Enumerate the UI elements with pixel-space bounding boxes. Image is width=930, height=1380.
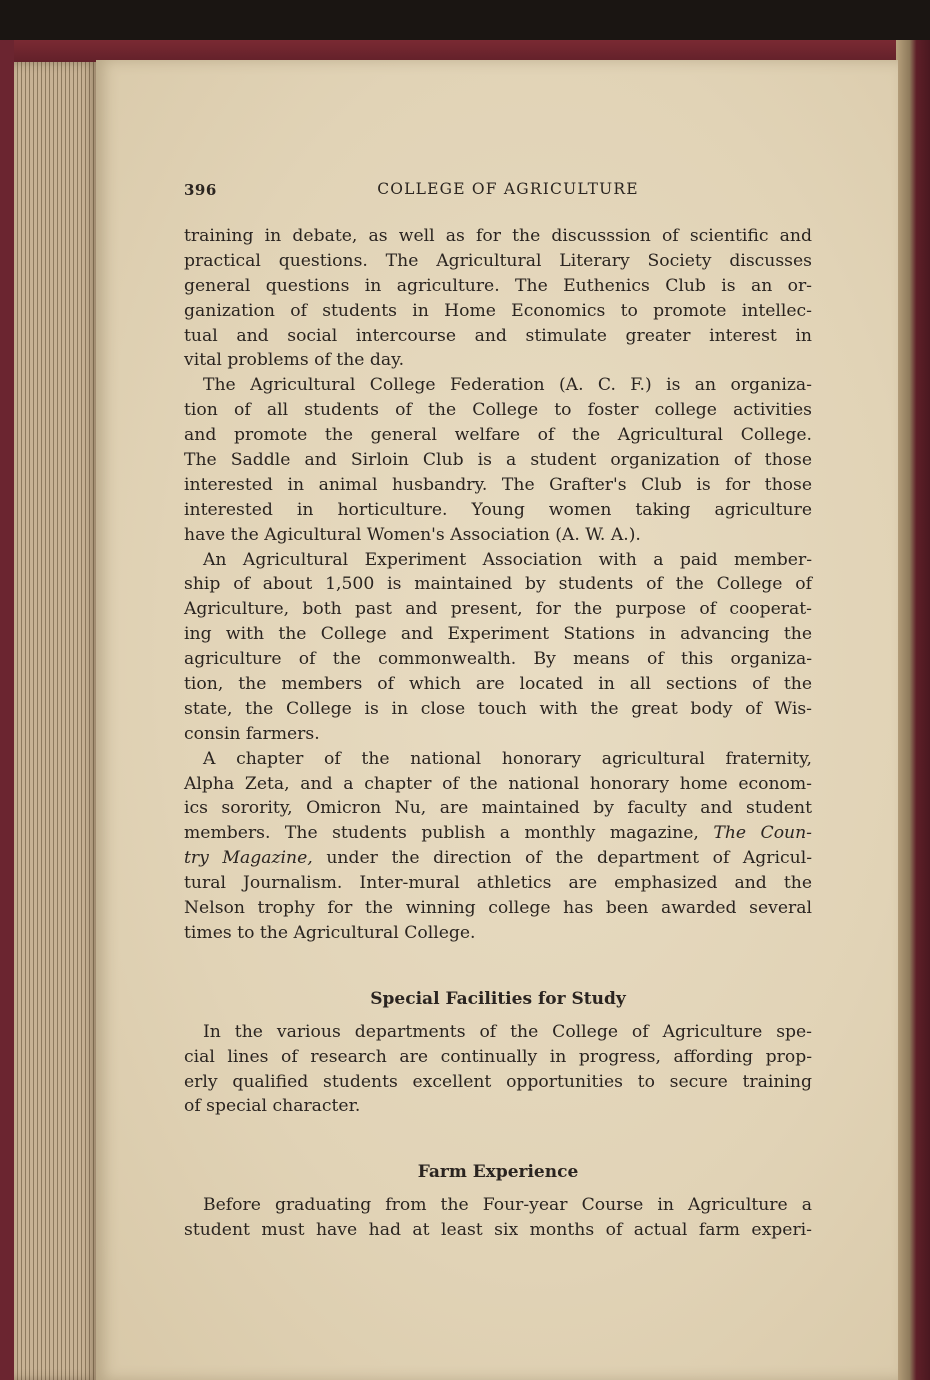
paragraph-student-societies	[184, 224, 812, 373]
text-line: cial lines of research are continually in progress, affording prop-	[184, 1046, 812, 1067]
text-line: ship of about 1,500 is maintained by students of the College of	[184, 574, 812, 595]
page-stack-edges	[14, 62, 98, 1380]
text-line: practical questions. The Agricultural Literary Society discusses	[184, 250, 812, 271]
section-farm-experience	[184, 1160, 812, 1243]
text-line	[184, 846, 812, 871]
magazine-title: The Coun-	[713, 823, 812, 844]
running-head: COLLEGE OF AGRICULTURE	[377, 180, 639, 198]
text-line: training in debate, as well as for the discusssion of scientific and	[184, 226, 812, 246]
text-line: interested in horticulture. Young women taking agriculture	[184, 499, 812, 520]
text-line: general questions in agriculture. The Euthenics Club is an or-	[184, 275, 812, 296]
text-line: In the various departments of the College of Agriculture spe-	[203, 1021, 812, 1042]
section-heading: Farm Experience	[417, 1162, 579, 1183]
text-line: tion, the members of which are located in all sections of the	[184, 674, 812, 695]
text-line: The Saddle and Sirloin Club is a student organization of those	[184, 450, 812, 471]
text-line: interested in animal husbandry. The Grafter's Club is for those	[184, 474, 812, 495]
heading-spacer	[184, 1185, 812, 1193]
text-line: state, the College is in close touch with the great body of Wis-	[184, 698, 812, 719]
text-line: ing with the College and Experiment Stations in advancing the	[184, 624, 812, 645]
text-line: A chapter of the national honorary agricultural fraternity,	[203, 748, 812, 769]
text-line: Nelson trophy for the winning college has been awarded several	[184, 898, 812, 919]
text-line: tual and social intercourse and stimulate greater interest in	[184, 325, 812, 346]
text-line: student must have had at least six months of actual farm experi-	[184, 1220, 812, 1241]
text-fragment: under the direction of the department of Agricul-	[326, 848, 813, 869]
book-cover-right-edge	[896, 40, 930, 1380]
section-special-facilities	[184, 987, 812, 1119]
text-fragment: members. The students publish a monthly magazine,	[184, 823, 699, 844]
text-line	[184, 821, 812, 846]
section-spacer	[184, 946, 812, 987]
text-line: consin farmers.	[184, 723, 320, 744]
text-line: and promote the general welfare of the Agricultural College.	[184, 425, 812, 446]
page-body	[184, 224, 812, 1243]
text-line: tural Journalism. Inter-mural athletics are emphasized and the	[184, 873, 812, 894]
text-line: agriculture of the commonwealth. By means of this organiza-	[184, 649, 812, 670]
text-line: erly qualified students excellent opportunities to secure training	[184, 1071, 812, 1092]
paragraph-college-federation	[184, 373, 812, 547]
paragraph-experiment-association	[184, 548, 812, 747]
text-line: An Agricultural Experiment Association with a paid member-	[203, 549, 812, 570]
text-line: ics sorority, Omicron Nu, are maintained by faculty and student	[184, 798, 812, 819]
book-cover-left-edge	[0, 40, 14, 1380]
text-line: have the Agicultural Women's Association (A. W. A.).	[184, 524, 641, 545]
text-line: tion of all students of the College to foster college activities	[184, 400, 812, 421]
section-spacer	[184, 1119, 812, 1160]
magazine-title: try Magazine,	[184, 848, 313, 869]
section-heading: Special Facilities for Study	[370, 988, 626, 1009]
paragraph-honorary-societies	[184, 747, 812, 946]
text-line: Before graduating from the Four-year Course in Agriculture a	[203, 1195, 812, 1216]
text-line: ganization of students in Home Economics to promote intellec-	[184, 300, 812, 321]
text-line: Alpha Zeta, and a chapter of the national honorary home econom-	[184, 773, 812, 794]
text-line: of special character.	[184, 1096, 361, 1117]
text-line: Agriculture, both past and present, for the purpose of cooperat-	[184, 599, 812, 620]
text-line: times to the Agricultural College.	[184, 922, 476, 943]
heading-spacer	[184, 1012, 812, 1020]
page-header	[184, 178, 812, 204]
text-line: vital problems of the day.	[184, 350, 405, 371]
page-number: 396	[184, 181, 217, 199]
text-line: The Agricultural College Federation (A. C. F.) is an organiza-	[203, 375, 812, 396]
